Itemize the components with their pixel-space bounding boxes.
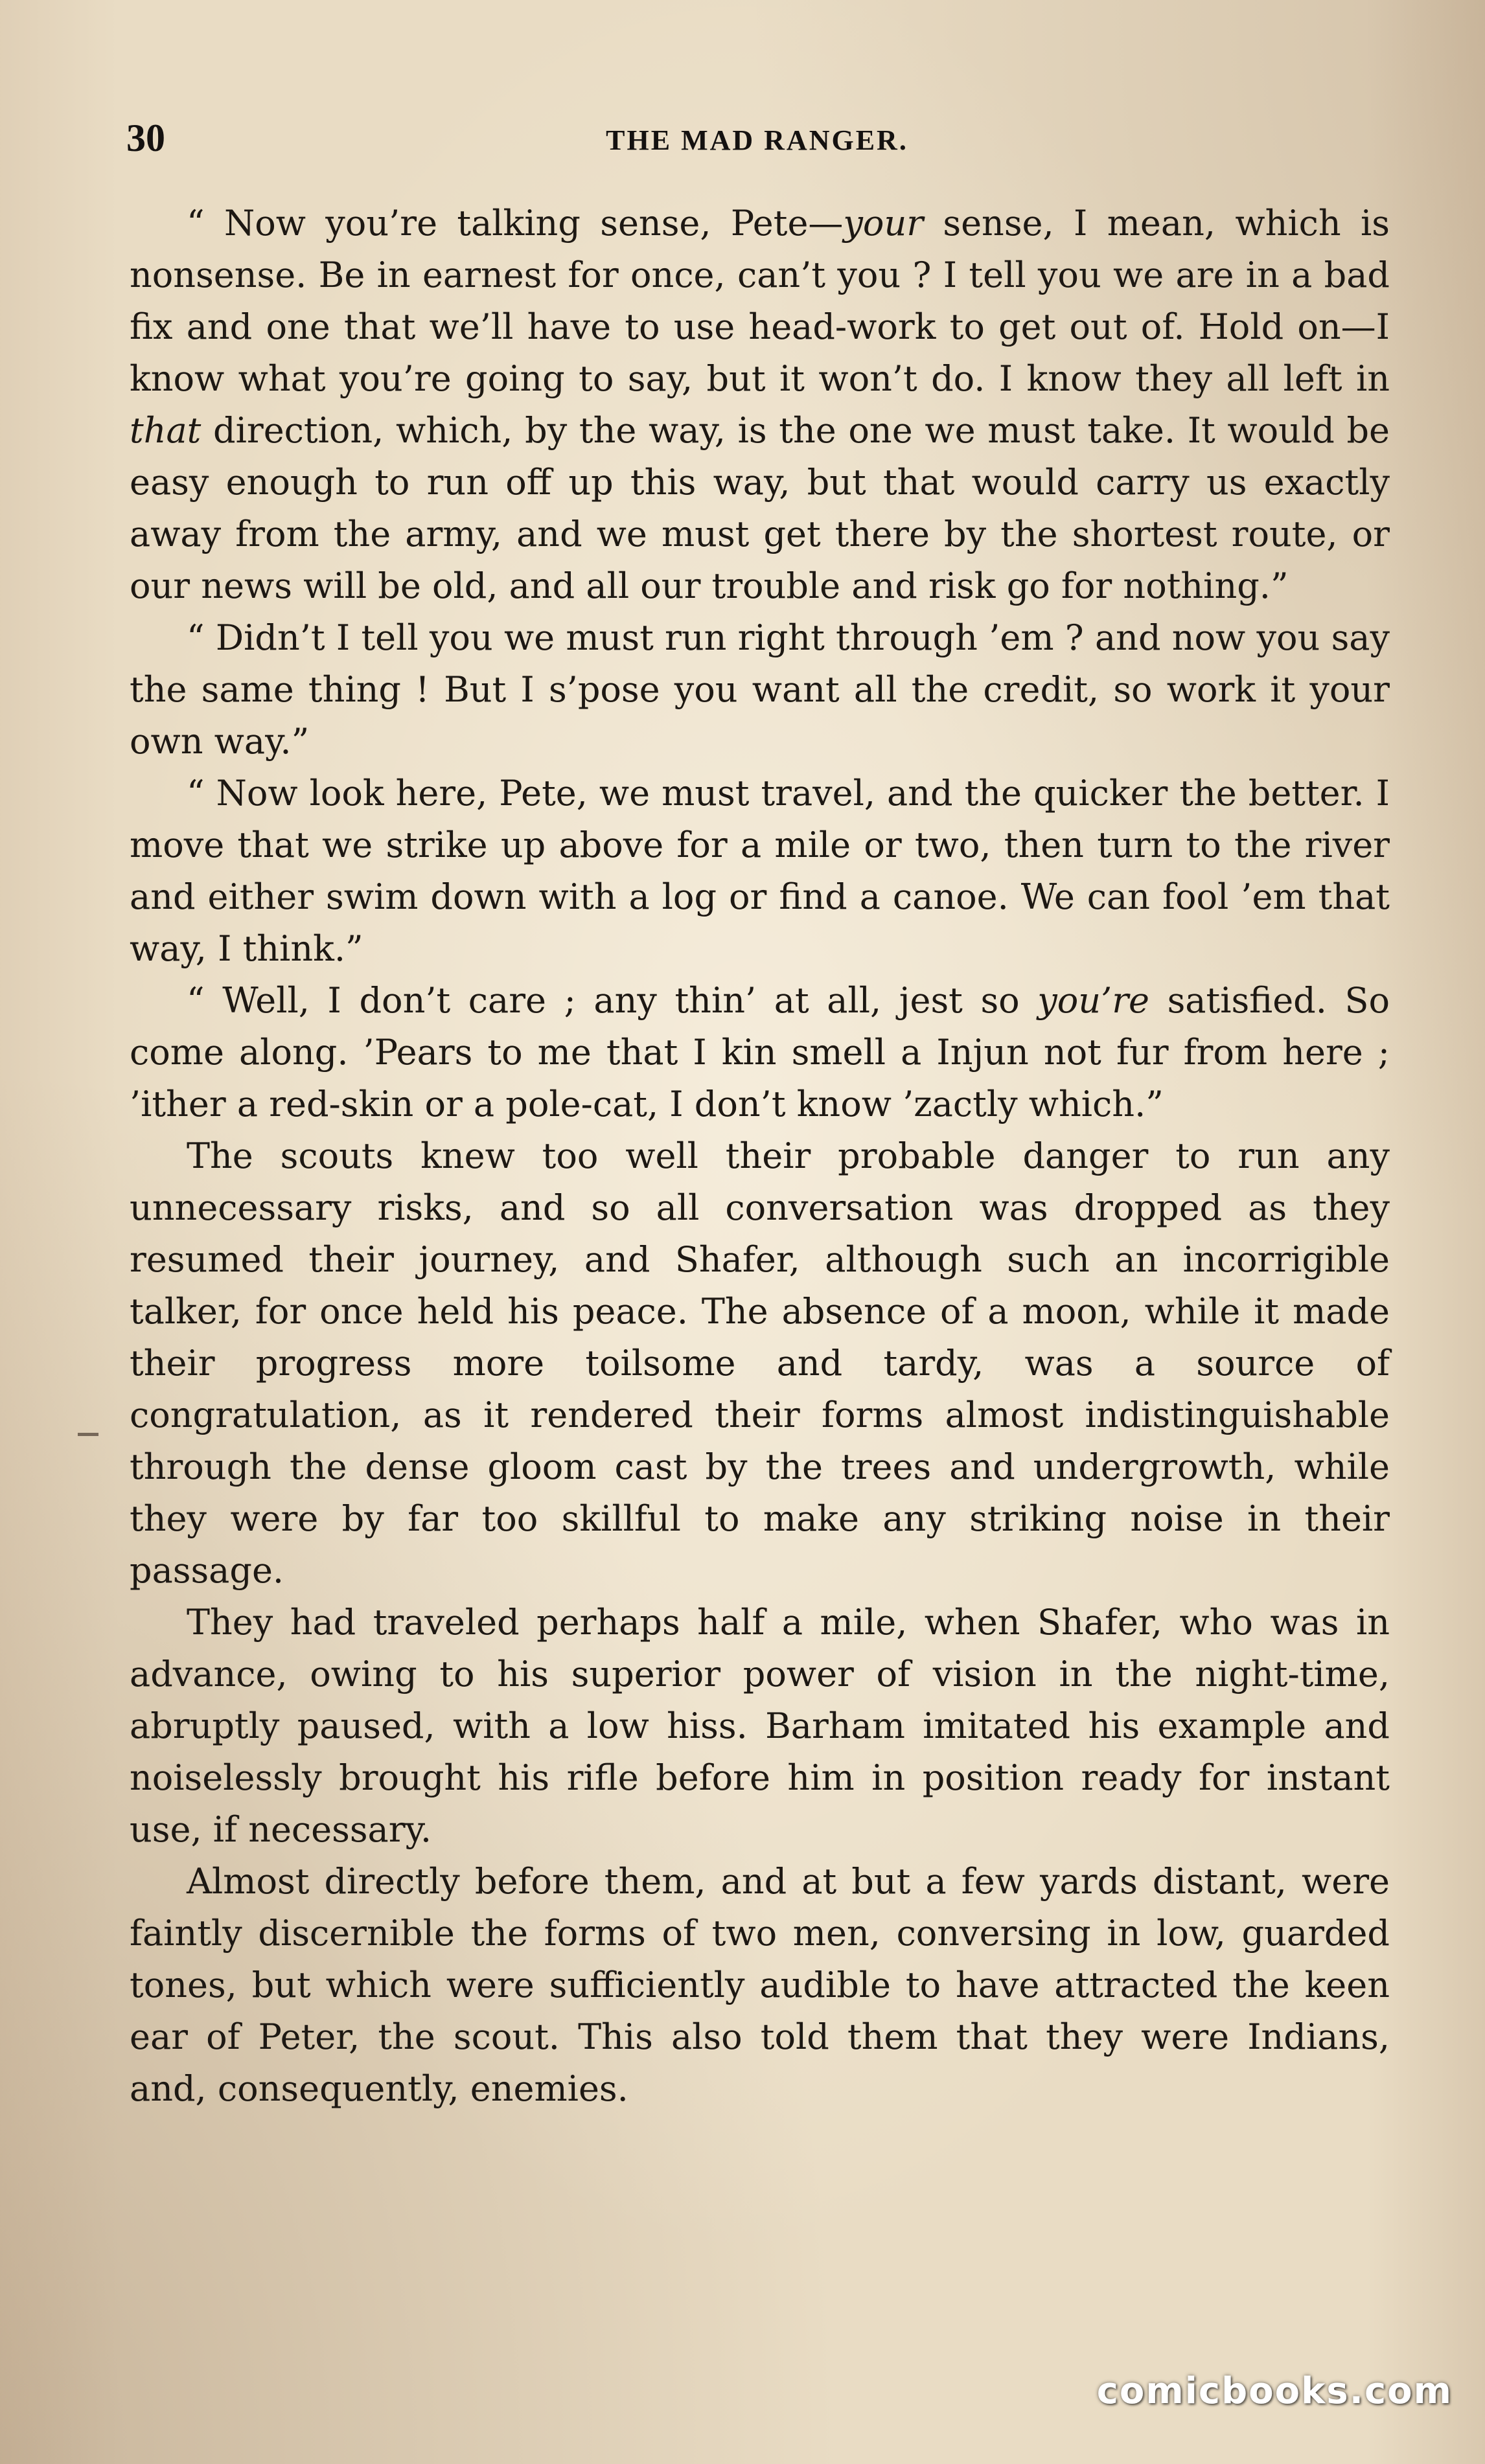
italic-text: that	[130, 410, 201, 451]
running-head	[126, 109, 1388, 167]
text-run: direction, which, by the way, is the one we must take. It would be easy enough to run off up this way, but that would carry us exactly away from the army, and we must get there by the shortest route, or our news will be old, and all our trouble and risk go for nothing.”	[130, 410, 1390, 606]
text-run: The scouts knew too well their probable danger to run any unnecessary risks, and so all conversation was dropped as they resumed their journey, and Shafer, although such an incorrigible talker, for once held his peace. The absence of a moon, while it made their progress more toilsome and tardy, was a source of congratulation, as it rendered their forms almost indistinguishable through the dense gloom cast by the trees and undergrowth, while they were by far too skillful to make any striking noise in their passage.	[130, 1135, 1390, 1591]
body-text	[130, 198, 1390, 2115]
text-run: satisfied. So come along. ’Pears to me that I kin smell a Injun not fur from here ; ’ither a red-skin or a pole-cat, I don’t know ’zactly which.”	[130, 980, 1390, 1124]
paragraph	[130, 1597, 1390, 1856]
italic-text: your	[843, 203, 924, 244]
text-run: Almost directly before them, and at but a few yards distant, were faintly discernible the forms of two men, conversing in low, guarded tones, but which were sufficiently audible to have attracted the keen ear of Peter, the scout. This also told them that they were Indians, and, consequently, enemies.	[130, 1861, 1390, 2109]
text-run: “ Well, I don’t care ; any thin’ at all, jest so	[187, 980, 1038, 1021]
text-run: “ Now you’re talking sense, Pete—	[187, 203, 844, 244]
paragraph	[130, 975, 1390, 1130]
paragraph	[130, 1130, 1390, 1597]
italic-text: you’re	[1037, 980, 1149, 1021]
paragraph	[130, 612, 1390, 768]
text-run: They had traveled perhaps half a mile, when Shafer, who was in advance, owing to his superior power of vision in the night-time, abruptly paused, with a low hiss. Barham imitated his example and noiselessly brought his rifle before him in position ready for instant use, if necessary.	[130, 1602, 1390, 1850]
text-run: sense, I mean, which is nonsense. Be in earnest for once, can’t you ? I tell you we are in a bad fix and one that we’ll have to use head-work to get out of. Hold on—I know what you’re going to say, but it won’t do. I know they all left in	[130, 203, 1390, 399]
text-run: “ Didn’t I tell you we must run right through ’em ? and now you say the same thing ! But I s’pose you want all the credit, so work it your own way.”	[130, 617, 1390, 762]
paragraph	[130, 768, 1390, 975]
watermark: comicbooks.com	[1096, 2370, 1453, 2412]
paragraph	[130, 198, 1390, 612]
running-title: THE MAD RANGER.	[606, 124, 908, 156]
page-number: 30	[126, 117, 165, 159]
text-run: “ Now look here, Pete, we must travel, and the quicker the better. I move that we strike up above for a mile or two, then turn to the river and either swim down with a log or find a canoe. We can fool ’em that way, I think.”	[130, 773, 1390, 969]
paragraph	[130, 1856, 1390, 2115]
margin-mark	[78, 1433, 98, 1436]
